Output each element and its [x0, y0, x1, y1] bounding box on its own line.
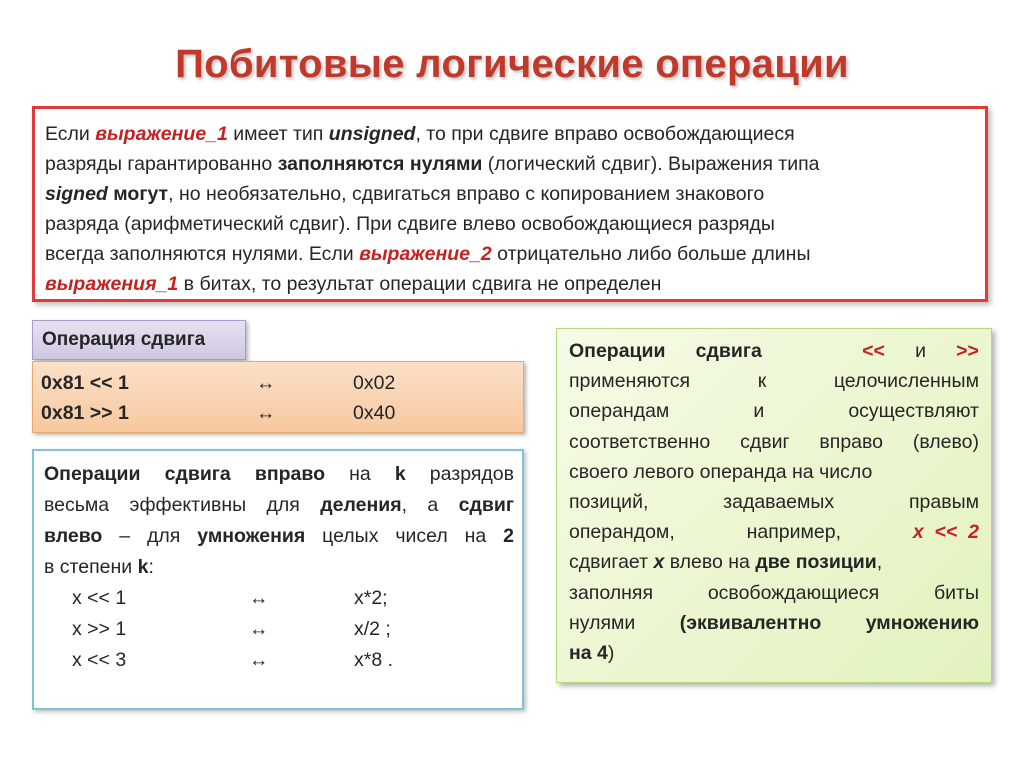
intro-line-3: [45, 179, 973, 209]
note-word: задаваемых: [723, 490, 835, 513]
note-line-5: своего левого операнда на число: [569, 460, 873, 483]
shift-result: 0x02: [353, 372, 396, 394]
efficiency-text: , а: [401, 494, 459, 516]
shift-result: 0x40: [353, 402, 396, 424]
efficiency-text: в степени: [44, 556, 138, 578]
intro-line-2: [45, 149, 973, 179]
efficiency-text: целых чисел на: [305, 525, 504, 547]
bold-term: Операции сдвига вправо: [44, 463, 326, 485]
example-shift-expr: x << 2: [912, 521, 979, 544]
example-expr: x << 3: [72, 649, 127, 671]
note-word: операндом,: [569, 521, 675, 544]
note-word: и: [915, 340, 926, 362]
expr2-term: выражение_2: [359, 243, 492, 265]
note-word: вправо: [819, 430, 884, 453]
note-line-9: [569, 578, 979, 608]
note-word: операндам: [569, 400, 670, 423]
equivalence-arrow-icon: ↔: [256, 372, 276, 394]
note-word: ,: [876, 551, 883, 574]
two-positions-term: две позиции: [755, 551, 877, 574]
note-line-2: [569, 366, 979, 396]
note-word: осуществляют: [848, 400, 979, 423]
intro-text: , но необязательно, сдвигаться вправо с копированием знакового: [168, 183, 765, 205]
right-shift-operator: >>: [956, 340, 979, 362]
note-line-3: [569, 396, 979, 426]
intro-text: имеет тип: [227, 123, 329, 145]
note-word: например,: [746, 521, 842, 544]
efficiency-text: весьма эффективны для: [44, 494, 321, 516]
intro-text: Если: [45, 123, 96, 145]
k-term: k: [137, 556, 149, 578]
intro-text: в битах, то результат операции сдвига не определен: [178, 273, 662, 295]
note-line-8: [569, 547, 979, 577]
equivalence-arrow-icon: ↔: [256, 402, 276, 424]
intro-text: (логический сдвиг). Выражения типа: [482, 153, 820, 175]
intro-line-4: разряда (арифметический сдвиг). При сдвиге влево освобождающиеся разряды: [45, 213, 775, 235]
shift-expr: 0x81 >> 1: [41, 402, 129, 424]
intro-text: , то при сдвиге вправо освобождающиеся: [415, 123, 795, 145]
expr1-term: выражения_1: [45, 273, 179, 295]
efficiency-text: на: [325, 463, 395, 485]
signed-keyword: signed: [45, 183, 108, 205]
shift-expr: 0x81 << 1: [41, 372, 129, 394]
bold-term: деления: [320, 494, 402, 516]
note-word: соответственно: [569, 430, 711, 453]
shift-note-box: [556, 328, 992, 683]
shift-operation-label: Операция сдвига: [32, 320, 246, 360]
efficiency-text: разрядов: [405, 463, 514, 485]
bold-term: сдвиг: [458, 494, 514, 516]
note-word: сдвиг: [740, 430, 790, 453]
efficiency-text: :: [148, 556, 154, 578]
intro-box: [32, 106, 988, 302]
efficiency-line-3: [44, 521, 514, 552]
note-line-7: [569, 517, 979, 547]
zero-fill-term: заполняются нулями: [277, 153, 483, 175]
bold-term: 2: [503, 525, 514, 547]
intro-text: отрицательно либо больше длины: [491, 243, 811, 265]
intro-line-5: [45, 239, 973, 269]
efficiency-text: – для: [102, 525, 198, 547]
note-word: нулями: [569, 611, 636, 634]
intro-line-1: [45, 119, 973, 149]
efficiency-line-1: [44, 459, 514, 490]
left-shift-operator: <<: [862, 340, 885, 362]
note-word: сдвига: [695, 340, 762, 362]
note-line-1: [569, 336, 979, 366]
efficiency-line-2: [44, 490, 514, 521]
note-word: целочисленным: [833, 370, 979, 393]
note-word: биты: [933, 581, 979, 604]
intro-line-6: [45, 269, 973, 299]
k-term: k: [394, 463, 406, 485]
note-line-6: [569, 487, 979, 517]
note-line-11: [569, 638, 979, 668]
note-word: сдвигает: [569, 551, 654, 574]
shift-examples-box: [32, 361, 524, 433]
note-line-10: [569, 608, 979, 638]
equivalence-arrow-icon: ↔: [249, 587, 269, 609]
note-word: (влево): [912, 430, 979, 453]
intro-text: всегда заполняются нулями. Если: [45, 243, 360, 265]
example-result: x*8 .: [354, 649, 394, 671]
example-result: x/2 ;: [354, 618, 391, 640]
efficiency-line-4: [44, 552, 514, 583]
note-word: влево на: [664, 551, 756, 574]
page-title: Побитовые логические операции: [175, 42, 849, 86]
expr1-term: выражение_1: [95, 123, 228, 145]
unsigned-keyword: unsigned: [328, 123, 416, 145]
note-word: правым: [908, 490, 979, 513]
by-four-term: на 4: [569, 641, 608, 664]
note-word: заполняя: [569, 581, 654, 604]
note-line-4: [569, 427, 979, 457]
note-word: ): [607, 641, 615, 664]
equivalent-term: (эквивалентно: [679, 611, 822, 634]
efficiency-example-row: [44, 614, 514, 645]
x-term: x: [653, 551, 665, 574]
shift-example-row: [41, 368, 511, 398]
note-word: и: [753, 400, 765, 423]
may-term: могут: [107, 183, 169, 205]
bold-term: умножения: [197, 525, 306, 547]
bold-term: влево: [44, 525, 103, 547]
note-word: к: [757, 370, 767, 393]
example-expr: x >> 1: [72, 618, 127, 640]
note-word: применяются: [569, 370, 691, 393]
shift-example-row: [41, 398, 511, 428]
note-word: Операции: [569, 340, 666, 362]
efficiency-example-row: [44, 645, 514, 676]
example-expr: x << 1: [72, 587, 127, 609]
note-word: позиций,: [569, 490, 649, 513]
equivalence-arrow-icon: ↔: [249, 618, 269, 640]
multiply-term: умножению: [865, 611, 979, 634]
equivalence-arrow-icon: ↔: [249, 649, 269, 671]
efficiency-example-row: [44, 583, 514, 614]
note-word: освобождающиеся: [707, 581, 880, 604]
example-result: x*2;: [354, 587, 388, 609]
efficiency-box: [32, 449, 524, 710]
intro-text: разряды гарантированно: [45, 153, 278, 175]
